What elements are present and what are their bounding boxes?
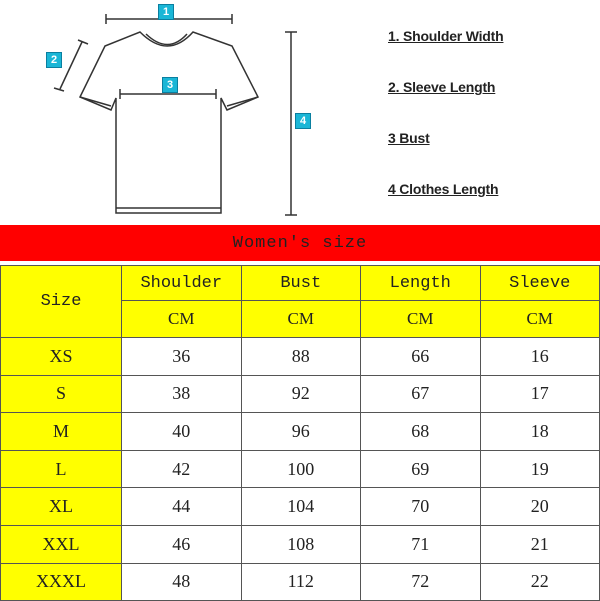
size-label: XL (1, 488, 122, 526)
badge-sleeve: 2 (46, 52, 62, 68)
cell-length: 72 (361, 563, 481, 601)
cell-shoulder: 38 (122, 375, 242, 413)
badge-length: 4 (295, 113, 311, 129)
cell-length: 67 (361, 375, 481, 413)
cell-sleeve: 19 (480, 450, 600, 488)
size-header: Size (1, 266, 122, 338)
cell-sleeve: 16 (480, 338, 600, 376)
cell-shoulder: 44 (122, 488, 242, 526)
cell-sleeve: 17 (480, 375, 600, 413)
size-label: XS (1, 338, 122, 376)
cell-length: 69 (361, 450, 481, 488)
cell-shoulder: 48 (122, 563, 242, 601)
unit-shoulder: CM (122, 301, 242, 338)
cell-bust: 112 (241, 563, 361, 601)
size-label: S (1, 375, 122, 413)
measurement-legend (388, 28, 503, 232)
cell-sleeve: 22 (480, 563, 600, 601)
cell-length: 70 (361, 488, 481, 526)
size-table (0, 265, 600, 601)
legend-bust: 3 Bust (388, 130, 430, 146)
col-length: Length (361, 266, 481, 301)
badge-shoulder: 1 (158, 4, 174, 20)
legend-shoulder-width: 1. Shoulder Width (388, 28, 504, 44)
cell-bust: 104 (241, 488, 361, 526)
unit-sleeve: CM (480, 301, 600, 338)
legend-sleeve-length: 2. Sleeve Length (388, 79, 496, 95)
table-row (1, 563, 600, 601)
col-shoulder: Shoulder (122, 266, 242, 301)
badge-bust: 3 (162, 77, 178, 93)
size-label: M (1, 413, 122, 451)
cell-sleeve: 20 (480, 488, 600, 526)
unit-length: CM (361, 301, 481, 338)
legend-clothes-length: 4 Clothes Length (388, 181, 499, 197)
cell-bust: 92 (241, 375, 361, 413)
size-chart-title: Women's size (0, 225, 600, 261)
size-label: XXL (1, 525, 122, 563)
cell-shoulder: 40 (122, 413, 242, 451)
unit-bust: CM (241, 301, 361, 338)
cell-sleeve: 21 (480, 525, 600, 563)
cell-length: 71 (361, 525, 481, 563)
cell-bust: 88 (241, 338, 361, 376)
cell-length: 68 (361, 413, 481, 451)
tshirt-measurement-diagram (0, 0, 600, 222)
cell-shoulder: 42 (122, 450, 242, 488)
table-row (1, 525, 600, 563)
col-sleeve: Sleeve (480, 266, 600, 301)
cell-sleeve: 18 (480, 413, 600, 451)
cell-length: 66 (361, 338, 481, 376)
table-row (1, 413, 600, 451)
table-row (1, 450, 600, 488)
cell-shoulder: 46 (122, 525, 242, 563)
cell-bust: 108 (241, 525, 361, 563)
cell-shoulder: 36 (122, 338, 242, 376)
tshirt-icon (0, 0, 600, 222)
cell-bust: 96 (241, 413, 361, 451)
size-label: L (1, 450, 122, 488)
table-row (1, 338, 600, 376)
size-label: XXXL (1, 563, 122, 601)
cell-bust: 100 (241, 450, 361, 488)
table-row (1, 375, 600, 413)
col-bust: Bust (241, 266, 361, 301)
table-row (1, 488, 600, 526)
